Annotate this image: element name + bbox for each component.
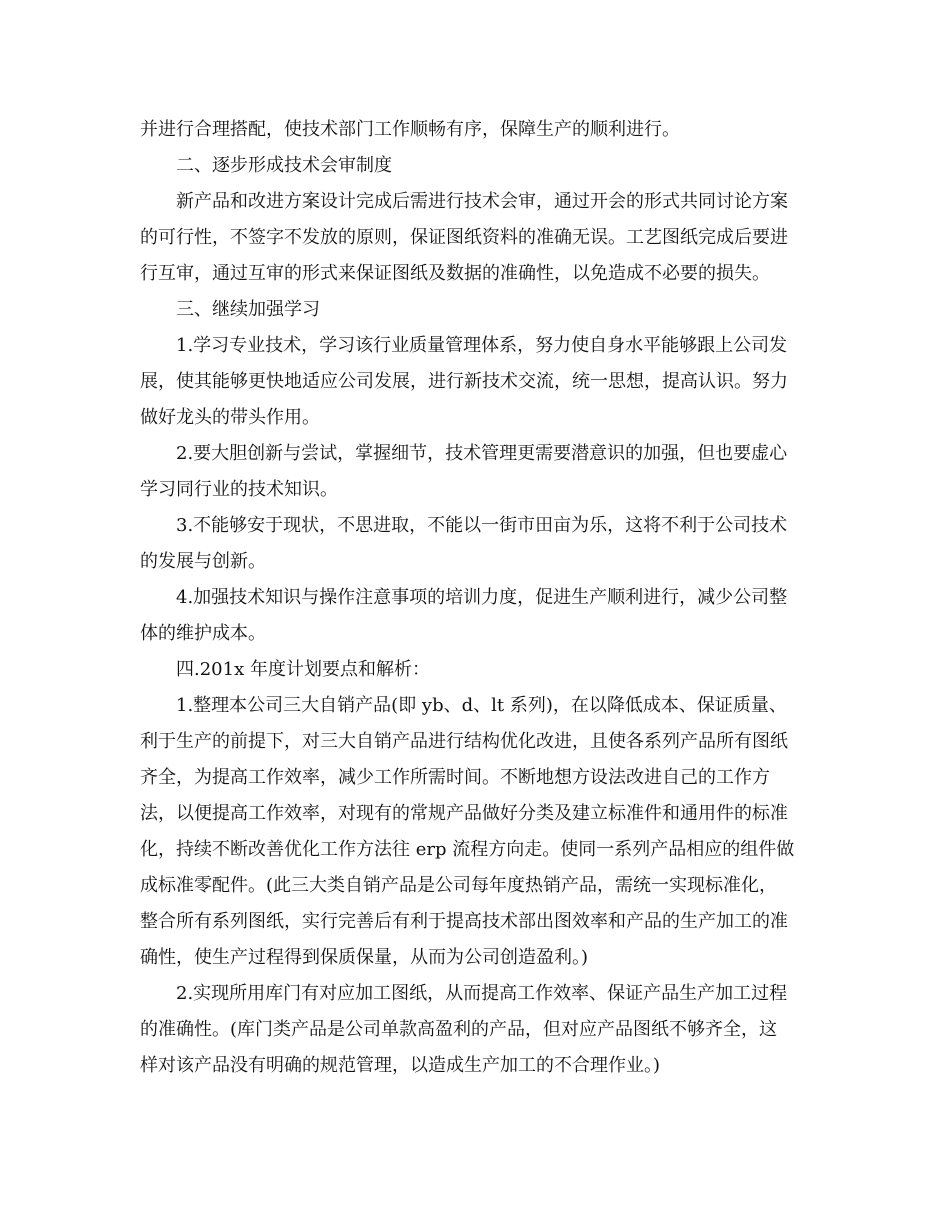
text-line: 法，以便提高工作效率，对现有的常规产品做好分类及建立标准件和通用件的标准 [140,803,788,824]
section-heading: 二、逐步形成技术会审制度 [176,155,392,176]
text-line: 行互审，通过互审的形式来保证图纸及数据的准确性，以免造成不必要的损失。 [140,263,770,284]
text-line: 2.要大胆创新与尝试，掌握细节，技术管理更需要潜意识的加强，但也要虚心 [176,443,788,464]
text-line: 1.学习专业技术，学习该行业质量管理体系，努力使自身水平能够跟上公司发 [176,335,788,356]
text-line: 样对该产品没有明确的规范管理，以造成生产加工的不合理作业。) [140,1055,661,1076]
text-line: 并进行合理搭配，使技术部门工作顺畅有序，保障生产的顺利进行。 [140,119,680,140]
text-line: 3.不能够安于现状，不思进取，不能以一街市田亩为乐，这将不利于公司技术 [176,515,788,536]
section-heading: 三、继续加强学习 [176,299,320,320]
text-line: 的可行性，不签字不发放的原则，保证图纸资料的准确无误。工艺图纸完成后要进 [140,227,788,248]
text-line: 整合所有系列图纸，实行完善后有利于提高技术部出图效率和产品的生产加工的准 [140,911,788,932]
text-line: 的准确性。(库门类产品是公司单款高盈利的产品，但对应产品图纸不够齐全，这 [140,1019,778,1040]
text-line: 体的维护成本。 [140,623,266,644]
text-line: 齐全，为提高工作效率，减少工作所需时间。不断地想方设法改进自己的工作方 [140,767,770,788]
text-line: 化，持续不断改善优化工作方法往 erp 流程方向走。使同一系列产品相应的组件做 [140,839,795,860]
text-line: 做好龙头的带头作用。 [140,407,320,428]
section-heading: 四.201x 年度计划要点和解析： [176,659,430,680]
text-line: 展，使其能够更快地适应公司发展，进行新技术交流，统一思想，提高认识。努力 [140,371,788,392]
text-line: 确性，使生产过程得到保质保量，从而为公司创造盈利。) [140,947,589,968]
text-line: 的发展与创新。 [140,551,266,572]
text-line: 成标准零配件。(此三大类自销产品是公司每年度热销产品，需统一实现标准化， [140,875,778,896]
text-line: 2.实现所用库门有对应加工图纸，从而提高工作效率、保证产品生产加工过程 [176,983,788,1004]
text-line: 4.加强技术知识与操作注意事项的培训力度，促进生产顺利进行，减少公司整 [176,587,788,608]
text-line: 新产品和改进方案设计完成后需进行技术会审，通过开会的形式共同讨论方案 [176,191,788,212]
text-line: 利于生产的前提下，对三大自销产品进行结构优化改进，且使各系列产品所有图纸 [140,731,788,752]
text-line: 学习同行业的技术知识。 [140,479,338,500]
text-line: 1.整理本公司三大自销产品(即 yb、d、lt 系列)，在以降低成本、保证质量、 [176,695,787,716]
